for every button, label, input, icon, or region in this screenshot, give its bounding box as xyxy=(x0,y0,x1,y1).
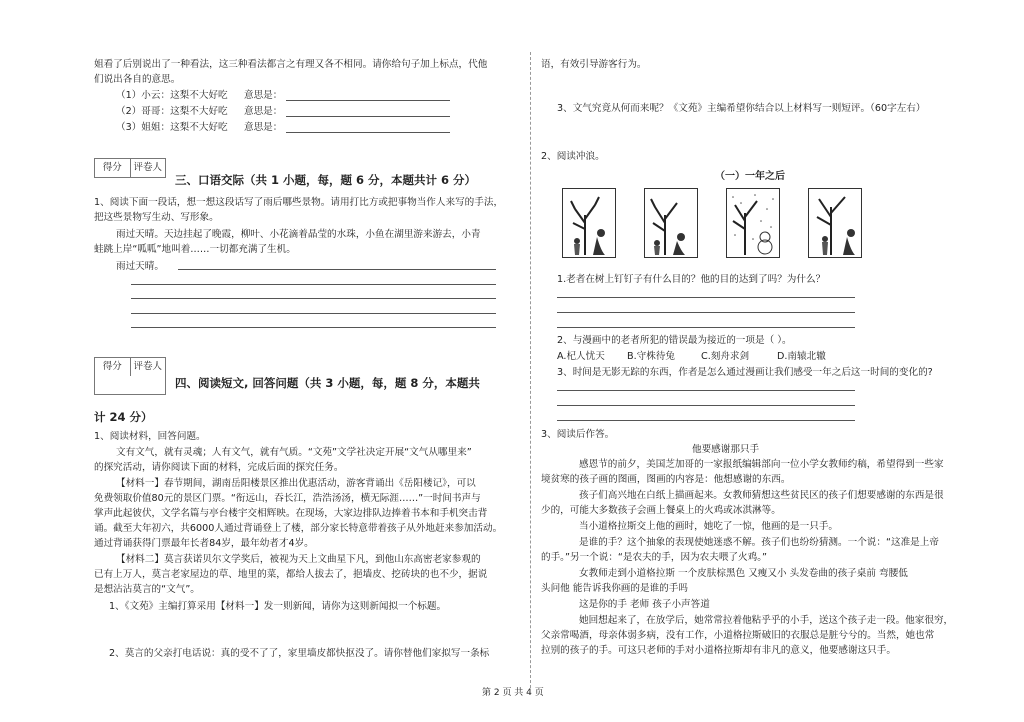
answer-line xyxy=(557,405,855,406)
material-1-line-4: 诵。截至大年初六，共6000人通过背诵登上了楼，部分家长特意带着孩子从外地赶来参加活动。 xyxy=(94,523,503,534)
item-1-meaning: 意思是： xyxy=(244,90,283,101)
q1-answer-start: 雨过天晴。 xyxy=(116,261,164,272)
grader-label: 评卷人 xyxy=(133,162,162,173)
option-d: D.南辕北辙 xyxy=(777,351,826,362)
story-line-4: 少的，可能大多数孩子会画上餐桌上的火鸡或冰淇淋等。 xyxy=(541,505,781,516)
q1-passage-1: 雨过天晴。天边挂起了晚霞，柳叶、小花滴着晶莹的水珠，小鱼在湖里游来游去，小青 xyxy=(116,229,481,240)
answer-line xyxy=(286,132,450,133)
answer-line xyxy=(286,116,450,117)
comic-question-3: 3、时间是无影无踪的东西，作者是怎么通过漫画让我们感受一年之后这一时间的变化的? xyxy=(557,367,933,378)
column-divider xyxy=(530,52,531,688)
reading-1-p1: 文有文气，就有灵魂；人有文气，就有气质。“文苑”文学社决定开展“文气从哪里来” xyxy=(116,447,472,458)
material-1-line-5: 通过背诵获得门票最年长者84岁，最年幼者才4岁。 xyxy=(94,538,314,549)
sub-question-2-cont: 语，有效引导游客行为。 xyxy=(541,59,647,70)
comic-question-1: 1.老者在树上钉钉子有什么目的？他的目的达到了吗？为什么？ xyxy=(557,274,826,285)
comic-title: （一）一年之后 xyxy=(715,171,785,182)
answer-line xyxy=(131,284,496,285)
answer-line xyxy=(557,420,855,421)
reading-1-p2: 的探究活动，请你阅读下面的材料，完成后面的探究任务。 xyxy=(94,462,344,473)
q1-line-1: 1、阅读下面一段话，想一想这段话写了雨后哪些景物。请用打比方或把事物当作人来写的手法， xyxy=(94,197,504,208)
story-line-5: 当小道格拉斯交上他的画时，她吃了一惊，他画的是一只手。 xyxy=(579,521,839,532)
option-a: A.杞人忧天 xyxy=(557,351,605,362)
option-c: C.刻舟求剑 xyxy=(701,351,750,362)
reading-2-heading: 2、阅读冲浪。 xyxy=(541,151,605,162)
story-line-10: 这是你的手 老师 孩子小声答道 xyxy=(579,599,710,610)
material-1-line-2: 免费领取价值80元的景区门票。“衔远山，吞长江，浩浩汤汤，横无际涯……”一时间书声与 xyxy=(94,493,481,504)
reading-3-heading: 3、阅读后作答。 xyxy=(541,429,615,440)
answer-line xyxy=(131,298,496,299)
comic-panel-4 xyxy=(808,188,862,258)
sub-question-3: 3、文气究竟从何而来呢？《文苑》主编希望你结合以上材料写一则短评。（60字左右） xyxy=(557,103,926,114)
story-line-9: 头问他 能告诉我你画的是谁的手吗 xyxy=(541,583,688,594)
item-3-text: （3）姐姐：这梨不大好吃 xyxy=(116,122,228,133)
answer-line xyxy=(131,313,496,314)
sub-question-2: 2、莫言的父亲打电话说：真的受不了了，家里墙皮都快抠没了。请你替他们家拟写一条标 xyxy=(109,648,490,659)
answer-line xyxy=(557,390,855,391)
reading-1-heading: 1、阅读材料，回答问题。 xyxy=(94,431,206,442)
score-label: 得分 xyxy=(95,358,131,376)
story-title: 他要感谢那只手 xyxy=(692,444,760,455)
material-1-line-1: 【材料一】春节期间，湖南岳阳楼景区推出优惠活动，游客背诵出《岳阳楼记》，可以 xyxy=(116,478,476,489)
comic-panel-3 xyxy=(726,188,780,258)
section-4-title: 四、阅读短文, 回答问题（共 3 小题，每，题 8 分，本题共 xyxy=(175,376,480,390)
item-1-text: （1）小云：这梨不大好吃 xyxy=(116,90,228,101)
material-2-line-1: 【材料二】莫言获诺贝尔文学奖后，被视为天上文曲星下凡，到他山东高密老家参观的 xyxy=(116,554,481,565)
score-box-1 xyxy=(94,158,166,178)
score-box-2 xyxy=(94,357,166,395)
intro-line-2: 们说出各自的意思。 xyxy=(94,74,181,85)
comic-panel-1 xyxy=(562,188,616,258)
option-b: B.守株待兔 xyxy=(627,351,676,362)
story-line-12: 父亲常喝酒，母亲体弱多病，没有工作，小道格拉斯破旧的衣服总是脏兮兮的。当然，她也常 xyxy=(541,630,935,641)
page-number: 第 2 页 共 4 页 xyxy=(482,688,544,698)
comic-question-2: 2、与漫画中的老者所犯的错误最为接近的一项是（ ）。 xyxy=(557,335,792,346)
answer-line xyxy=(557,327,855,328)
item-2-meaning: 意思是： xyxy=(244,106,283,117)
story-line-13: 拉别的孩子的手。可这只老师的手对小道格拉斯却有非凡的意义，他要感谢这只手。 xyxy=(541,645,896,656)
story-line-7: 的手。”另一个说：“是农夫的手，因为农夫喂了火鸡。” xyxy=(541,552,767,563)
story-line-11: 她回想起来了，在放学后，她常常拉着他粘乎乎的小手，送这个孩子走一段。他家很穷， xyxy=(579,615,954,626)
item-2-text: （2）哥哥：这梨不大好吃 xyxy=(116,106,228,117)
story-line-6: 是谁的手？这个抽象的表现使她迷惑不解。孩子们也纷纷猜测。一个说：“这准是上帝 xyxy=(579,537,939,548)
item-3-meaning: 意思是： xyxy=(244,122,283,133)
q1-line-2: 把这些景物写生动、写形象。 xyxy=(94,212,219,223)
q1-passage-2: 蛙跳上岸“呱呱”地叫着……一切都充满了生机。 xyxy=(94,244,296,255)
section-3-title: 三、口语交际（共 1 小题，每，题 6 分，本题共计 6 分） xyxy=(175,173,477,187)
story-line-2: 境贫寒的孩子画的图画，图画的内容是：他想感谢的东西。 xyxy=(541,474,791,485)
sub-question-1: 1、《文苑》主编打算采用【材料一】发一则新闻，请你为这则新闻拟一个标题。 xyxy=(109,601,447,612)
answer-line xyxy=(557,297,855,298)
comic-panel-2 xyxy=(644,188,698,258)
answer-line xyxy=(557,312,855,313)
grader-label: 评卷人 xyxy=(133,361,162,372)
answer-line xyxy=(178,269,496,270)
answer-line xyxy=(286,100,450,101)
section-4-title-cont: 计 24 分） xyxy=(94,410,153,424)
story-line-8: 女教师走到小道格拉斯 一个皮肤棕黑色 又瘦又小 头发卷曲的孩子桌前 弯腰低 xyxy=(579,568,908,579)
material-1-line-3: 掌声此起彼伏，文学名篇与亭台楼宇交相辉映。在现场，大家边排队边捧着书本和手机突击背 xyxy=(94,508,488,519)
material-2-line-3: 是想沾沾莫言的“文气”。 xyxy=(94,584,200,595)
answer-line xyxy=(131,327,496,328)
score-label: 得分 xyxy=(95,159,131,177)
story-line-3: 孩子们高兴地在白纸上描画起来。女教师猜想这些贫民区的孩子们想要感谢的东西是很 xyxy=(579,490,944,501)
intro-line-1: 姐看了后别说出了一种看法，这三种看法都言之有理又各不相同。请你给句子加上标点，代他 xyxy=(94,59,488,70)
material-2-line-2: 已有上万人，莫言老家屋边的草、地里的菜，都给人拔去了，挹墙皮、挖砖块的也不少，据说 xyxy=(94,569,488,580)
story-line-1: 感恩节的前夕，美国芝加哥的一家报纸编辑部向一位小学女教师约稿，希望得到一些家 xyxy=(579,459,944,470)
